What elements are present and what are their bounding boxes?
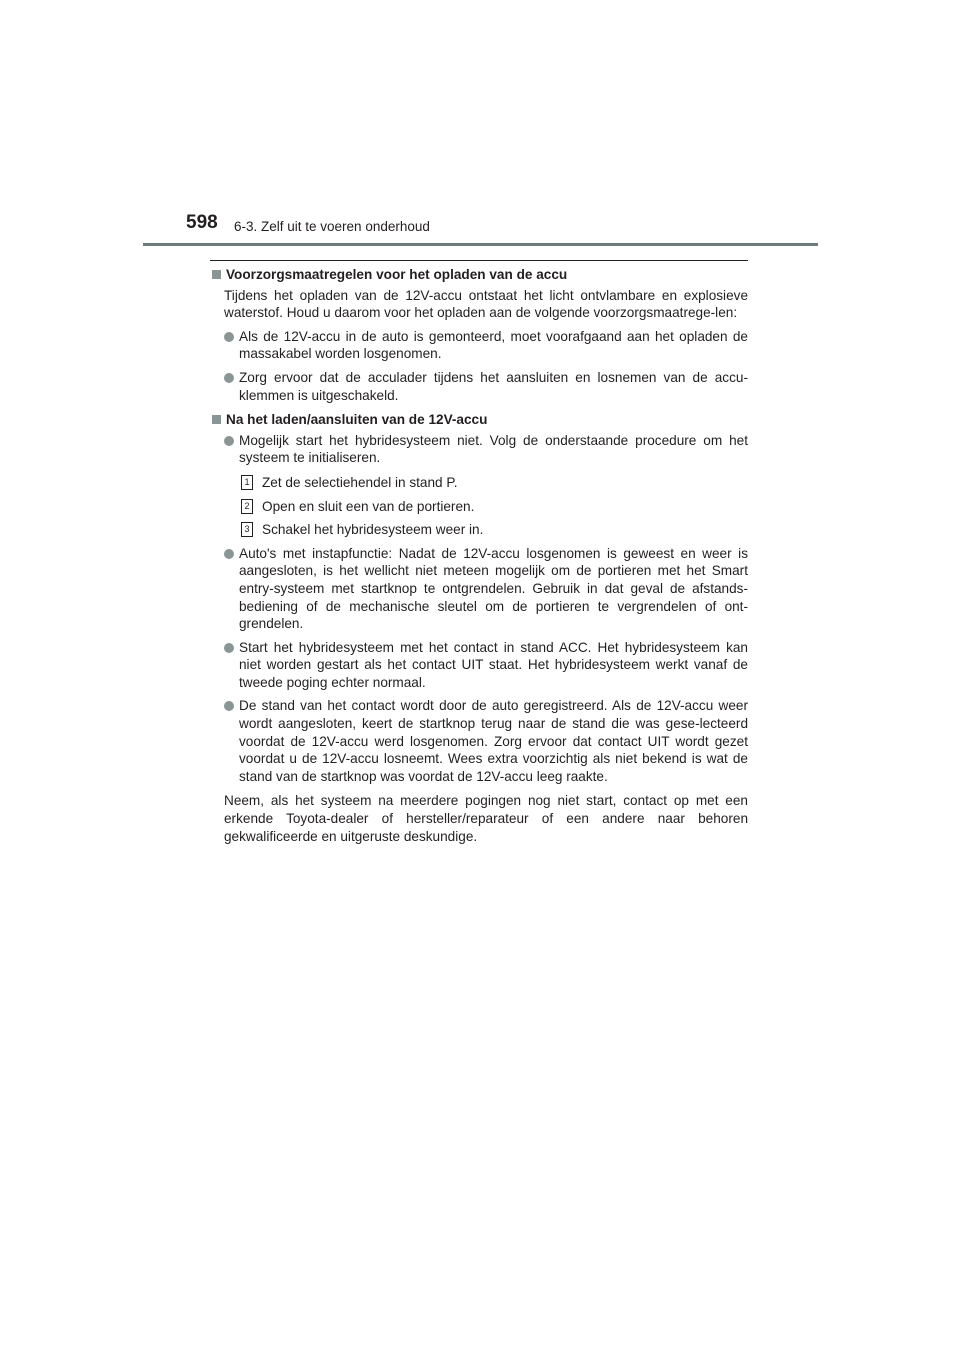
circle-bullet-icon [224,701,234,711]
list-item-text: Als de 12V-accu in de auto is gemonteerd, moet voorafgaand aan het opladen de massakabel worden losgenomen. [239,328,748,362]
section-heading [210,266,748,284]
circle-bullet-icon [224,373,234,383]
circle-bullet-icon [224,643,234,653]
list-item-text: Mogelijk start het hybridesysteem niet. Volg de onderstaande procedure om het systeem te initialiseren. [239,432,748,466]
step-text: Open en sluit een van de portieren. [262,498,475,514]
list-item-text: De stand van het contact wordt door de auto geregistreerd. Als de 12V-accu weer wordt aangesloten, keert de startknop terug naar de stand die was gese-lecteerd voordat de 12V-accu werd losgenomen. Zorg ervoor dat contact UIT wordt gezet voordat u de 12V-accu losneemt. Wees extra voorzichtig als niet bekend is wat de stand van de startknop was voordat de 12V-accu leeg raakte. [239,698,748,784]
list-item [210,369,748,404]
step-number: 2 [241,499,253,514]
step-number: 1 [241,475,253,490]
section-heading-text: Voorzorgsmaatregelen voor het opladen van de accu [226,267,568,282]
list-item [210,328,748,363]
page-content [210,266,748,845]
list-item-text: Zorg ervoor dat de acculader tijdens het aansluiten en losnemen van de accu-klemmen is uitgeschakeld. [239,369,748,403]
square-bullet-icon [212,270,221,279]
chapter-title: 6-3. Zelf uit te voeren onderhoud [234,219,430,234]
list-item [210,545,748,633]
step-item [210,521,748,539]
closing-paragraph: Neem, als het systeem na meerdere pogingen nog niet start, contact op met een erkende Toyota-dealer of hersteller/reparateur of een andere naar behoren gekwalificeerde en uitgeruste deskundige. [224,793,748,844]
list-item-text: Auto's met instapfunctie: Nadat de 12V-accu losgenomen is geweest en weer is aangesloten, is het wellicht niet meteen mogelijk om de portieren met het Smart entry-systeem met startknop te ontgrendelen. Gebruik in dat geval de afstands-bediening of de mechanische sleutel om de portieren te vergrendelen of ont-grendelen. [239,545,748,632]
step-item [210,498,748,516]
page-number: 598 [186,212,218,233]
list-item [210,697,748,785]
list-item [210,432,748,467]
circle-bullet-icon [224,549,234,559]
step-item [210,474,748,492]
header-rule [143,243,818,246]
step-text: Zet de selectiehendel in stand P. [262,474,458,490]
step-text: Schakel het hybridesysteem weer in. [262,522,484,538]
list-item-text: Start het hybridesysteem met het contact in stand ACC. Het hybridesysteem kan niet worden gestart als het contact UIT staat. Het hybridesysteem werkt vanaf de tweede poging echter normaal. [239,639,748,690]
content-rule [210,260,748,261]
circle-bullet-icon [224,332,234,342]
section-heading [210,411,748,429]
circle-bullet-icon [224,436,234,446]
step-number: 3 [241,522,253,537]
square-bullet-icon [212,415,221,424]
paragraph: Tijdens het opladen van de 12V-accu ontstaat het licht ontvlambare en explosieve waterstof. Houd u daarom voor het opladen aan de volgende voorzorgsmaatrege-len: [224,287,748,321]
section-heading-text: Na het laden/aansluiten van de 12V-accu [226,412,488,428]
list-item [210,639,748,692]
